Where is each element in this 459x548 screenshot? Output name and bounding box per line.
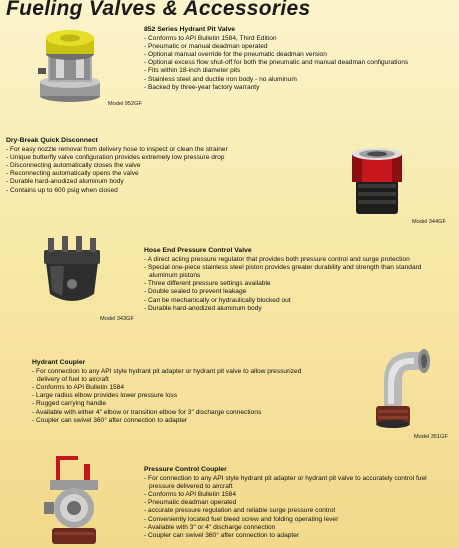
quick-disconnect-heading: Dry-Break Quick Disconnect xyxy=(6,137,98,144)
list-item: - A direct acting pressure regulator that provides both pressure control and surge protection xyxy=(144,256,444,264)
list-item: - Durable hard-anodized aluminum body xyxy=(6,178,306,186)
pressure-control-valve-description xyxy=(144,247,444,313)
list-item: - For easy nozzle removal from delivery hose to inspect or clean the strainer xyxy=(6,146,306,154)
list-item: - Double sealed to prevent leakage xyxy=(144,288,444,296)
quick-disconnect-photo xyxy=(348,140,406,218)
list-item: - Conforms to API Bulletin 1584, Third Edition xyxy=(144,35,444,43)
list-item: - Available with either 4" elbow or transition elbow for 3" discharge connections xyxy=(32,409,322,417)
list-item: - Pneumatic or manual deadman operated xyxy=(144,43,444,51)
list-item: - For connection to any API style hydrant pit adapter or hydrant pit valve to allow pressurized delivery of fuel to aircraft xyxy=(32,368,323,384)
hydrant-coupler-description xyxy=(32,359,322,425)
list-item: - Backed by three-year factory warranty xyxy=(144,84,444,92)
list-item: - Reconnecting automatically opens the valve xyxy=(6,170,306,178)
list-item: - For connection to any API style hydrant pit adapter or hydrant pit valve to accurately control fuel pressure delivered to aircraft xyxy=(144,475,445,491)
list-item: - Durable hard-anodized aluminum body xyxy=(144,305,444,313)
model-label-quick-disconnect: Model 344GF xyxy=(412,219,446,225)
list-item: - Coupler can swivel 360° after connection to adapter xyxy=(32,417,322,425)
list-item: - Coupler can swivel 360° after connection to adapter xyxy=(144,532,444,540)
list-item: - Stainless steel and ductile iron body - no aluminum xyxy=(144,76,444,84)
list-item: - Can be mechanically or hydraulically blocked out xyxy=(144,297,444,305)
pressure-control-valve-heading: Hose End Pressure Control Valve xyxy=(144,247,252,254)
list-item: - Conveniently located fuel bleed screw and folding operating lever xyxy=(144,516,444,524)
model-label-pit-valve: Model 952GF xyxy=(108,101,142,107)
pit-valve-description xyxy=(144,26,444,92)
list-item: - Unique butterfly valve configuration provides extremely low pressure drop xyxy=(6,154,306,162)
list-item: - Large radius elbow provides lower pressure loss xyxy=(32,392,322,400)
list-item: - Available with 3" or 4" discharge connection xyxy=(144,524,444,532)
list-item: - Rugged carrying handle xyxy=(32,400,322,408)
list-item: - Disconnecting automatically closes the valve xyxy=(6,162,306,170)
list-item: - Conforms to API Bulletin 1584 xyxy=(144,491,444,499)
list-item: - Conforms to API Bulletin 1584 xyxy=(32,384,322,392)
list-item: - accurate pressure regulation and reliable surge pressure control xyxy=(144,507,444,515)
list-item: - Optional manual override for the pneumatic deadman version xyxy=(144,51,444,59)
hydrant-coupler-photo xyxy=(362,340,434,432)
model-label-pressure-control-valve: Model 343GF xyxy=(100,316,134,322)
list-item: - Contains up to 600 psig when closed xyxy=(6,187,306,195)
pressure-control-valve-photo xyxy=(40,232,104,312)
list-item: - Optional excess flow shut-off for both the pneumatic and manual deadman configurations xyxy=(144,59,444,67)
list-item: - Three different pressure settings available xyxy=(144,280,444,288)
list-item: - Fits within 18-inch diameter pits xyxy=(144,67,444,75)
quick-disconnect-description xyxy=(6,137,306,195)
model-label-hydrant-coupler: Model 351GF xyxy=(414,434,448,440)
hydrant-pit-valve-photo xyxy=(36,26,104,104)
pressure-control-coupler-photo xyxy=(40,454,108,548)
page-title: Fueling Valves & Accessories xyxy=(6,0,311,20)
hydrant-coupler-heading: Hydrant Coupler xyxy=(32,359,86,366)
list-item: - Special one-piece stainless steel piston provides greater durability and strength than standard aluminum pistons xyxy=(144,264,443,280)
pressure-control-coupler-description xyxy=(144,466,444,540)
pit-valve-heading: 852 Series Hydrant Pit Valve xyxy=(144,26,236,33)
list-item: - Pneumatic deadman operated xyxy=(144,499,444,507)
pressure-control-coupler-heading: Pressure Control Coupler xyxy=(144,466,227,473)
